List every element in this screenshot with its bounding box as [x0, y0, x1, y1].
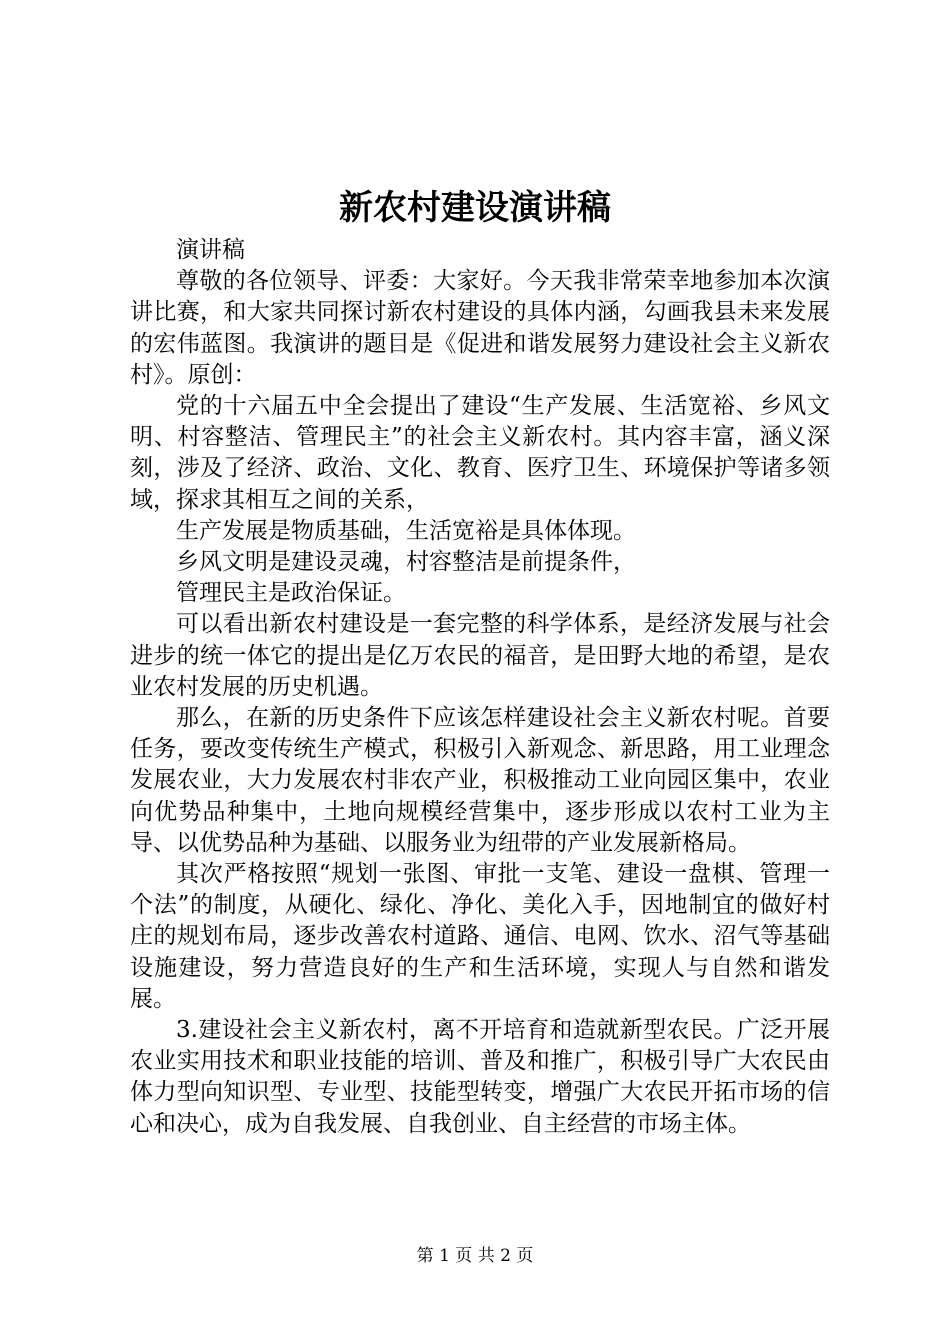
paragraph-greeting: 尊敬的各位领导、评委：大家好。今天我非常荣幸地参加本次演讲比赛，和大家共同探讨新农村建设的具体内涵，勾画我县未来发展的宏伟蓝图。我演讲的题目是《促进和谐发展努力建设社会主义新农村》。原创： [130, 268, 830, 388]
paragraph-democracy: 管理民主是政治保证。 [176, 580, 406, 607]
paragraph-production: 生产发展是物质基础，生活宽裕是具体体现。 [176, 517, 636, 544]
paragraph-party-plenum: 党的十六届五中全会提出了建设“生产发展、生活宽裕、乡风文明、村容整洁、管理民主”的社会主义新农村。其内容丰富，涵义深刻，涉及了经济、政治、文化、教育、医疗卫生、环境保护等诸多领域，探求其相互之间的关系， [130, 393, 830, 513]
document-title: 新农村建设演讲稿 [339, 188, 611, 228]
document-body [130, 235, 830, 1140]
paragraph-primary-task: 那么，在新的历史条件下应该怎样建设社会主义新农村呢。首要任务，要改变传统生产模式，积极引入新观念、新思路，用工业理念发展农业，大力发展农村非农产业，积极推动工业向园区集中，农业向优势品种集中，土地向规模经营集中，逐步形成以农村工业为主导、以优势品种为基础、以服务业为纽带的产业发展新格局。 [130, 705, 830, 856]
page-footer: 第 1 页 共 2 页 [416, 1246, 534, 1266]
paragraph-farmers: 3.建设社会主义新农村，离不开培育和造就新型农民。广泛开展农业实用技术和职业技能的培训、普及和推广，积极引导广大农民由体力型向知识型、专业型、技能型转变，增强广大农民开拓市场的信心和决心，成为自我发展、自我创业、自主经营的市场主体。 [130, 1017, 830, 1137]
paragraph-label: 演讲稿 [176, 237, 245, 263]
paragraph-system: 可以看出新农村建设是一套完整的科学体系，是经济发展与社会进步的统一体它的提出是亿万农民的福音，是田野大地的希望，是农业农村发展的历史机遇。 [130, 611, 830, 700]
paragraph-civilization: 乡风文明是建设灵魂，村容整洁是前提条件， [176, 549, 636, 576]
paragraph-planning: 其次严格按照“规划一张图、审批一支笔、建设一盘棋、管理一个法”的制度，从硬化、绿化、净化、美化入手，因地制宜的做好村庄的规划布局，逐步改善农村道路、通信、电网、饮水、沼气等基础设施建设，努力营造良好的生产和生活环境，实现人与自然和谐发展。 [130, 861, 830, 1012]
